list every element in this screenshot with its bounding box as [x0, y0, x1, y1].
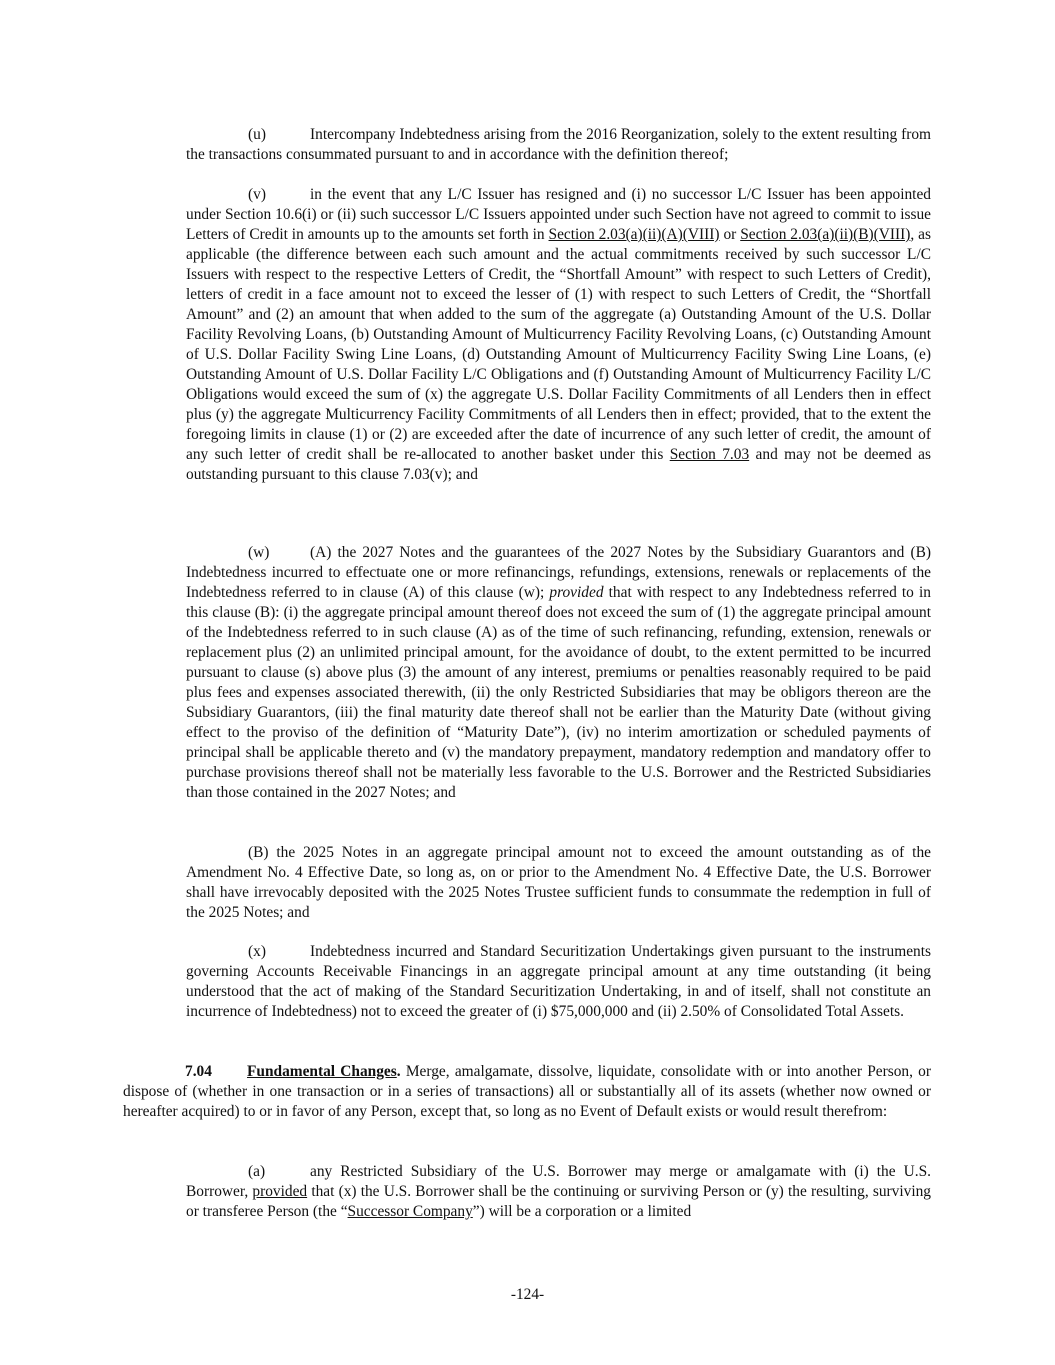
section-7-04-number: 7.04	[185, 1063, 212, 1080]
section-7-04-text: Merge, amalgamate, dissolve, liquidate, consolidate with or into another Person, or dispose of (whether in one transaction or in a series of transactions) all or substantially all of its assets (whether now owned or hereafter acquired) to or in favor of any Person, except that, so long as no Event of Default exists or would result therefrom:	[123, 1063, 931, 1120]
clause-v-text-1: in the event that any L/C Issuer has resigned and (i) no successor L/C Issuer has been appointed under Section 10.6(i) or (ii) such successor L/C Issuers appointed under such Section have not agreed to commit to issue Letters of Credit in amounts up to the amounts set forth in	[186, 186, 931, 243]
clause-v-text-2: or	[719, 226, 741, 243]
section-7-04-heading: Fundamental Changes	[247, 1063, 397, 1080]
clause-w-text-2: that with respect to any Indebtedness referred to in this clause (B): (i) the aggregate principal amount thereof does not exceed the sum of (1) the aggregate principal amount of the Indebtedness referred to in such clause (A) as of the time of such refinancing, refunding, extension, renewals or replacement plus (2) an unlimited principal amount, for the avoidance of doubt, to the extent permitted to be incurred pursuant to clause (s) above plus (3) the amount of any interest, premiums or penalties reasonably required to be paid plus fees and expenses associated therewith, (ii) the only Restricted Subsidiaries that may be obligors thereon are the Subsidiary Guarantors, (iii) the final maturity date thereof shall not be earlier than the Maturity Date (without giving effect to the proviso of the definition of “Maturity Date”), (iv) no interim amortization or scheduled payments of principal shall be applicable thereto and (v) the mandatory prepayment, mandatory redemption and mandatory offer to purchase provisions thereof shall not be materially less favorable to the U.S. Borrower and the Restricted Subsidiaries than those contained in the 2027 Notes; and	[186, 584, 931, 801]
clause-x	[186, 942, 931, 1022]
clause-a-text-1: any Restricted Subsidiary of the U.S. Borrower may merge or amalgamate with (i) the U.S. Borrower,	[186, 1163, 931, 1200]
clause-a-text-2: that (x) the U.S. Borrower shall be the continuing or surviving Person or (y) the resulting, surviving or transferee Person (the “	[186, 1183, 931, 1220]
section-ref-2-03-a-ii-a-viii: Section 2.03(a)(ii)(A)(VIII)	[548, 226, 720, 243]
clause-w-provided: provided	[549, 584, 604, 601]
clause-v-label: (v)	[248, 186, 266, 203]
clause-x-label: (x)	[248, 943, 266, 960]
clause-w-b	[186, 843, 931, 923]
clause-x-text: Indebtedness incurred and Standard Securitization Undertakings given pursuant to the instruments governing Accounts Receivable Financings in an aggregate principal amount at any time outstanding (it being understood that the act of making of the Standard Securitization Undertaking, in and of itself, shall not constitute an incurrence of Indebtedness) not to exceed the greater of (i) $75,000,000 and (ii) 2.50% of Consolidated Total Assets.	[186, 943, 931, 1020]
clause-u-text: Intercompany Indebtedness arising from the 2016 Reorganization, solely to the extent resulting from the transactions consummated pursuant to and in accordance with the definition thereof;	[186, 126, 931, 163]
clause-v-text-4: and may not be deemed as outstanding pursuant to this clause 7.03(v); and	[186, 446, 931, 483]
clause-w-text-1: (A) the 2027 Notes and the guarantees of the 2027 Notes by the Subsidiary Guarantors and (B) Indebtedness incurred to effectuate one or more refinancings, refundings, extensions, renewals or replacements of the Indebtedness referred to in clause (A) of this clause (w);	[186, 544, 931, 601]
clause-a-provided: provided	[252, 1183, 308, 1200]
clause-a-text-3: ”) will be a corporation or a limited	[472, 1203, 692, 1220]
clause-w	[186, 543, 931, 803]
page-number: -124-	[510, 1286, 545, 1303]
section-ref-7-03: Section 7.03	[669, 446, 750, 463]
successor-company-term: Successor Company	[347, 1203, 473, 1220]
clause-u	[186, 125, 931, 165]
clause-w-b-text: (B) the 2025 Notes in an aggregate principal amount not to exceed the amount outstanding as of the Amendment No. 4 Effective Date, so long as, on or prior to the Amendment No. 4 Effective Date, the U.S. Borrower shall have irrevocably deposited with the 2025 Notes Trustee sufficient funds to consummate the redemption in full of the 2025 Notes; and	[186, 844, 931, 921]
clause-u-label: (u)	[248, 126, 266, 143]
clause-v-text-3: , as applicable (the difference between each such amount and the actual commitments received by such successor L/C Issuers with respect to the respective Letters of Credit, the “Shortfall Amount” with respect to such Letters of Credit), letters of credit in a face amount not to exceed the lesser of (1) with respect to such Letters of Credit, the “Shortfall Amount” and (2) an amount that when added to the sum of the aggregate (a) Outstanding Amount of the U.S. Dollar Facility Revolving Loans, (b) Outstanding Amount of Multicurrency Facility Revolving Loans, (c) Outstanding Amount of U.S. Dollar Facility Swing Line Loans, (d) Outstanding Amount of Multicurrency Facility Swing Line Loans, (e) Outstanding Amount of U.S. Dollar Facility L/C Obligations and (f) Outstanding Amount of Multicurrency Facility L/C Obligations would exceed the sum of (x) the aggregate U.S. Dollar Facility Commitments of all Lenders then in effect plus (y) the aggregate Multicurrency Facility Commitments of all Lenders then in effect; provided, that to the extent the foregoing limits in clause (1) or (2) are exceeded after the date of incurrence of any such letter of credit, the amount of any such letter of credit shall be re-allocated to another basket under this	[186, 226, 931, 463]
clause-a-label: (a)	[248, 1163, 266, 1180]
clause-v	[186, 185, 931, 485]
clause-w-label: (w)	[248, 544, 270, 561]
section-ref-2-03-a-ii-b-viii: Section 2.03(a)(ii)(B)(VIII)	[740, 226, 911, 243]
clause-a	[186, 1162, 931, 1222]
section-7-04-period: .	[396, 1063, 401, 1080]
section-7-04	[123, 1062, 931, 1122]
